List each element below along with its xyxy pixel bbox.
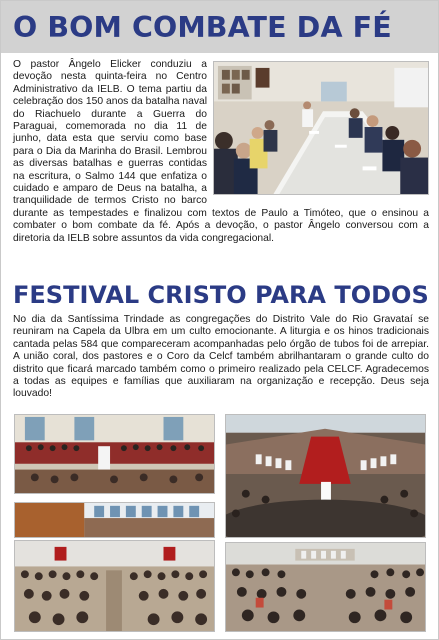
- chapel-interior-photo: [14, 502, 215, 538]
- article1-block: [13, 59, 429, 245]
- meeting-room-photo: [213, 61, 429, 195]
- article2-block: [13, 314, 429, 401]
- choir-photo: [14, 414, 215, 494]
- article2-body: No dia da Santíssima Trindade as congregações do Distrito Vale do Rio Gravataí se reuniram na Capela da Ulbra em um culto emocionante. A liturgia e os hinos tradicionais cantada pelas 584 que compareceram acompanhadas pelo órgão de tubos foi de arrepiar. A união coral, dos pastores e o Coro da Celcf também abrilhantaram o grande culto do distrito que ficará marcado também como o primeiro realizado pela CELCF. Agradecemos a todas as equipes e famílias que auxiliaram na organização e recepção. Deus seja louvado!: [13, 314, 429, 400]
- article1-title: O BOM COMBATE DA FÉ: [13, 11, 392, 44]
- meeting-room-image: [214, 62, 428, 194]
- congregation-left-image: [15, 541, 214, 631]
- congregation-right-image: [226, 543, 425, 631]
- chapel-interior-image: [15, 503, 214, 537]
- congregation-photo-left: [14, 540, 215, 632]
- congregation-photo-right: [225, 542, 426, 632]
- chapel-overview-image: [226, 415, 425, 537]
- article2-title: FESTIVAL CRISTO PARA TODOS: [13, 281, 429, 309]
- choir-image: [15, 415, 214, 493]
- article1-body: O pastor Ângelo Elicker conduziu a devoção nesta quinta-feira no Centro Administrativo da IELB. O tema partiu da celebração dos 150 anos da batalha naval do Riachuelo durante a Guerra do Paraguai, comemorada no dia 11 de junho, data esta que serviu como base para o Dia da Marinha do Brasil. Lembrou as diversas batalhas e guerras contidas na escritura, o Salmo 144 que enfatiza o cuidado e amparo de Deus na batalha, a tranquilidade de termos Cristo no barco durante as tempestades e finalizou com textos de Paulo a Timóteo, que o ensinou a combater o bom combate da fé. Após a devoção, o pastor Ângelo conversou com a diretoria da IELB sobre assuntos da vida congregacional.: [13, 59, 429, 244]
- chapel-overview-photo: [225, 414, 426, 538]
